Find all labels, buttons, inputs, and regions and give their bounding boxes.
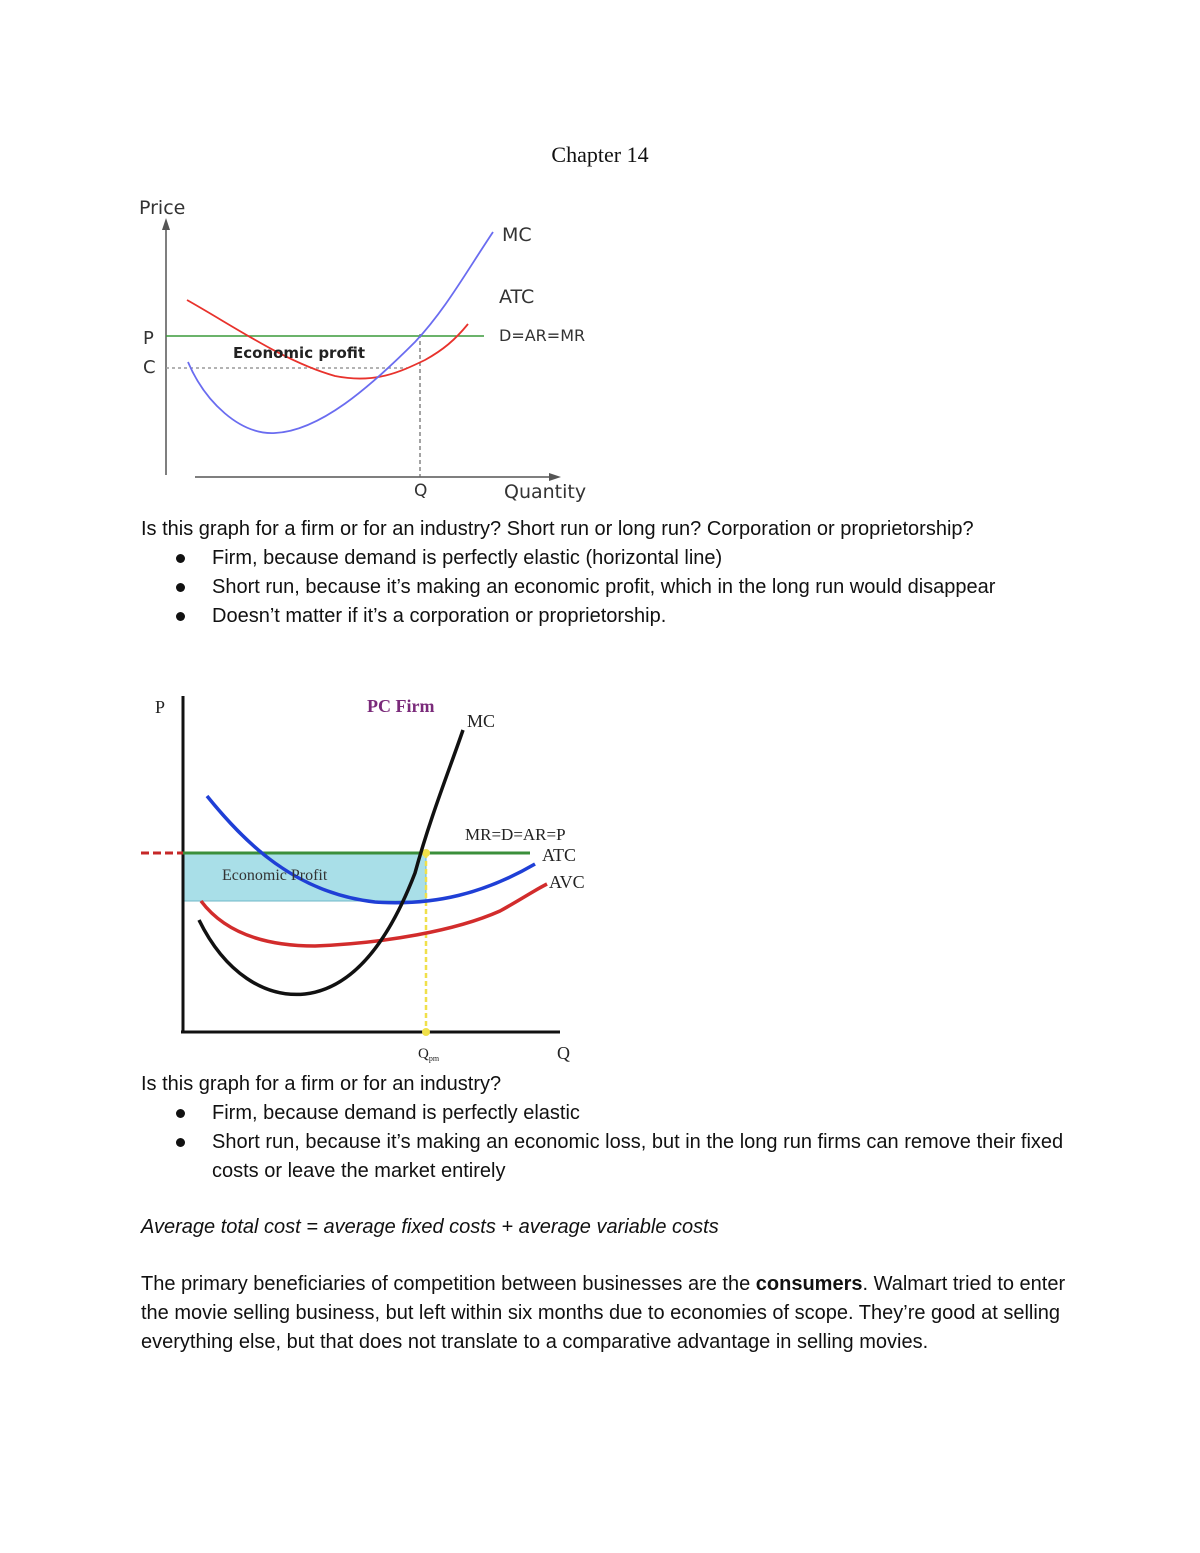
figure-2-title: PC Firm	[367, 696, 435, 716]
section-1	[141, 515, 1081, 631]
mc-label: MC	[467, 711, 496, 731]
y-axis-arrow	[162, 218, 170, 230]
figure-1-profit-graph	[135, 192, 615, 507]
x-axis-label: Quantity	[504, 481, 587, 503]
mc-curve	[188, 232, 493, 433]
quantity-tick-label: Q	[414, 481, 428, 501]
section-2-question: Is this graph for a firm or for an industry?	[141, 1073, 502, 1095]
section-2	[141, 1070, 1081, 1186]
mc-label: MC	[502, 224, 532, 246]
list-item: Short run, because it’s making an economic profit, which in the long run would disappear	[141, 573, 1081, 602]
section-1-question: Is this graph for a firm or for an industry? Short run or long run? Corporation or proprietorship?	[141, 518, 974, 540]
economic-profit-label: Economic Profit	[222, 867, 328, 884]
x-axis-arrow	[549, 473, 561, 481]
avc-label: AVC	[549, 872, 585, 892]
y-axis-label: Price	[139, 197, 186, 219]
figure-2-pc-firm-graph	[135, 688, 615, 1068]
list-item: Firm, because demand is perfectly elastic	[141, 1099, 1081, 1128]
quantity-point	[422, 1028, 430, 1036]
closing-paragraph	[141, 1270, 1081, 1357]
section-2-answers	[141, 1099, 1081, 1186]
formula-text: Average total cost = average fixed costs + average variable costs	[141, 1216, 719, 1238]
atc-curve	[187, 300, 468, 379]
quantity-tick-label: $Q_{pm}$	[418, 1046, 440, 1063]
closing-text	[141, 1270, 1081, 1357]
atc-label: ATC	[499, 286, 535, 308]
atc-label: ATC	[542, 845, 577, 865]
section-1-answers	[141, 544, 1081, 631]
list-item: Firm, because demand is perfectly elastic (horizontal line)	[141, 544, 1081, 573]
closing-text-end: . Walmart tried to enter the movie selling business, but left within six months due to economies of scope. They’re good at selling everything else, but that does not translate to a comparative advantage in selling movies.	[141, 1273, 1066, 1353]
x-axis-label: Q	[557, 1043, 570, 1063]
closing-text-start: The primary beneficiaries of competition between businesses are the	[141, 1273, 756, 1295]
price-tick-label: P	[143, 328, 154, 349]
list-item: Short run, because it’s making an economic loss, but in the long run firms can remove their fixed costs or leave the market entirely	[141, 1128, 1081, 1186]
y-axis-label: P	[155, 697, 166, 717]
list-item: Doesn’t matter if it’s a corporation or proprietorship.	[141, 602, 1081, 631]
closing-bold-term: consumers	[755, 1273, 863, 1295]
cost-tick-label: C	[143, 357, 156, 378]
page-title: Chapter 14	[551, 142, 649, 167]
demand-label: MR=D=AR=P	[465, 825, 566, 844]
formula-line	[141, 1213, 1081, 1242]
economic-profit-label: Economic profit	[233, 344, 366, 362]
demand-label: D=AR=MR	[499, 326, 586, 345]
